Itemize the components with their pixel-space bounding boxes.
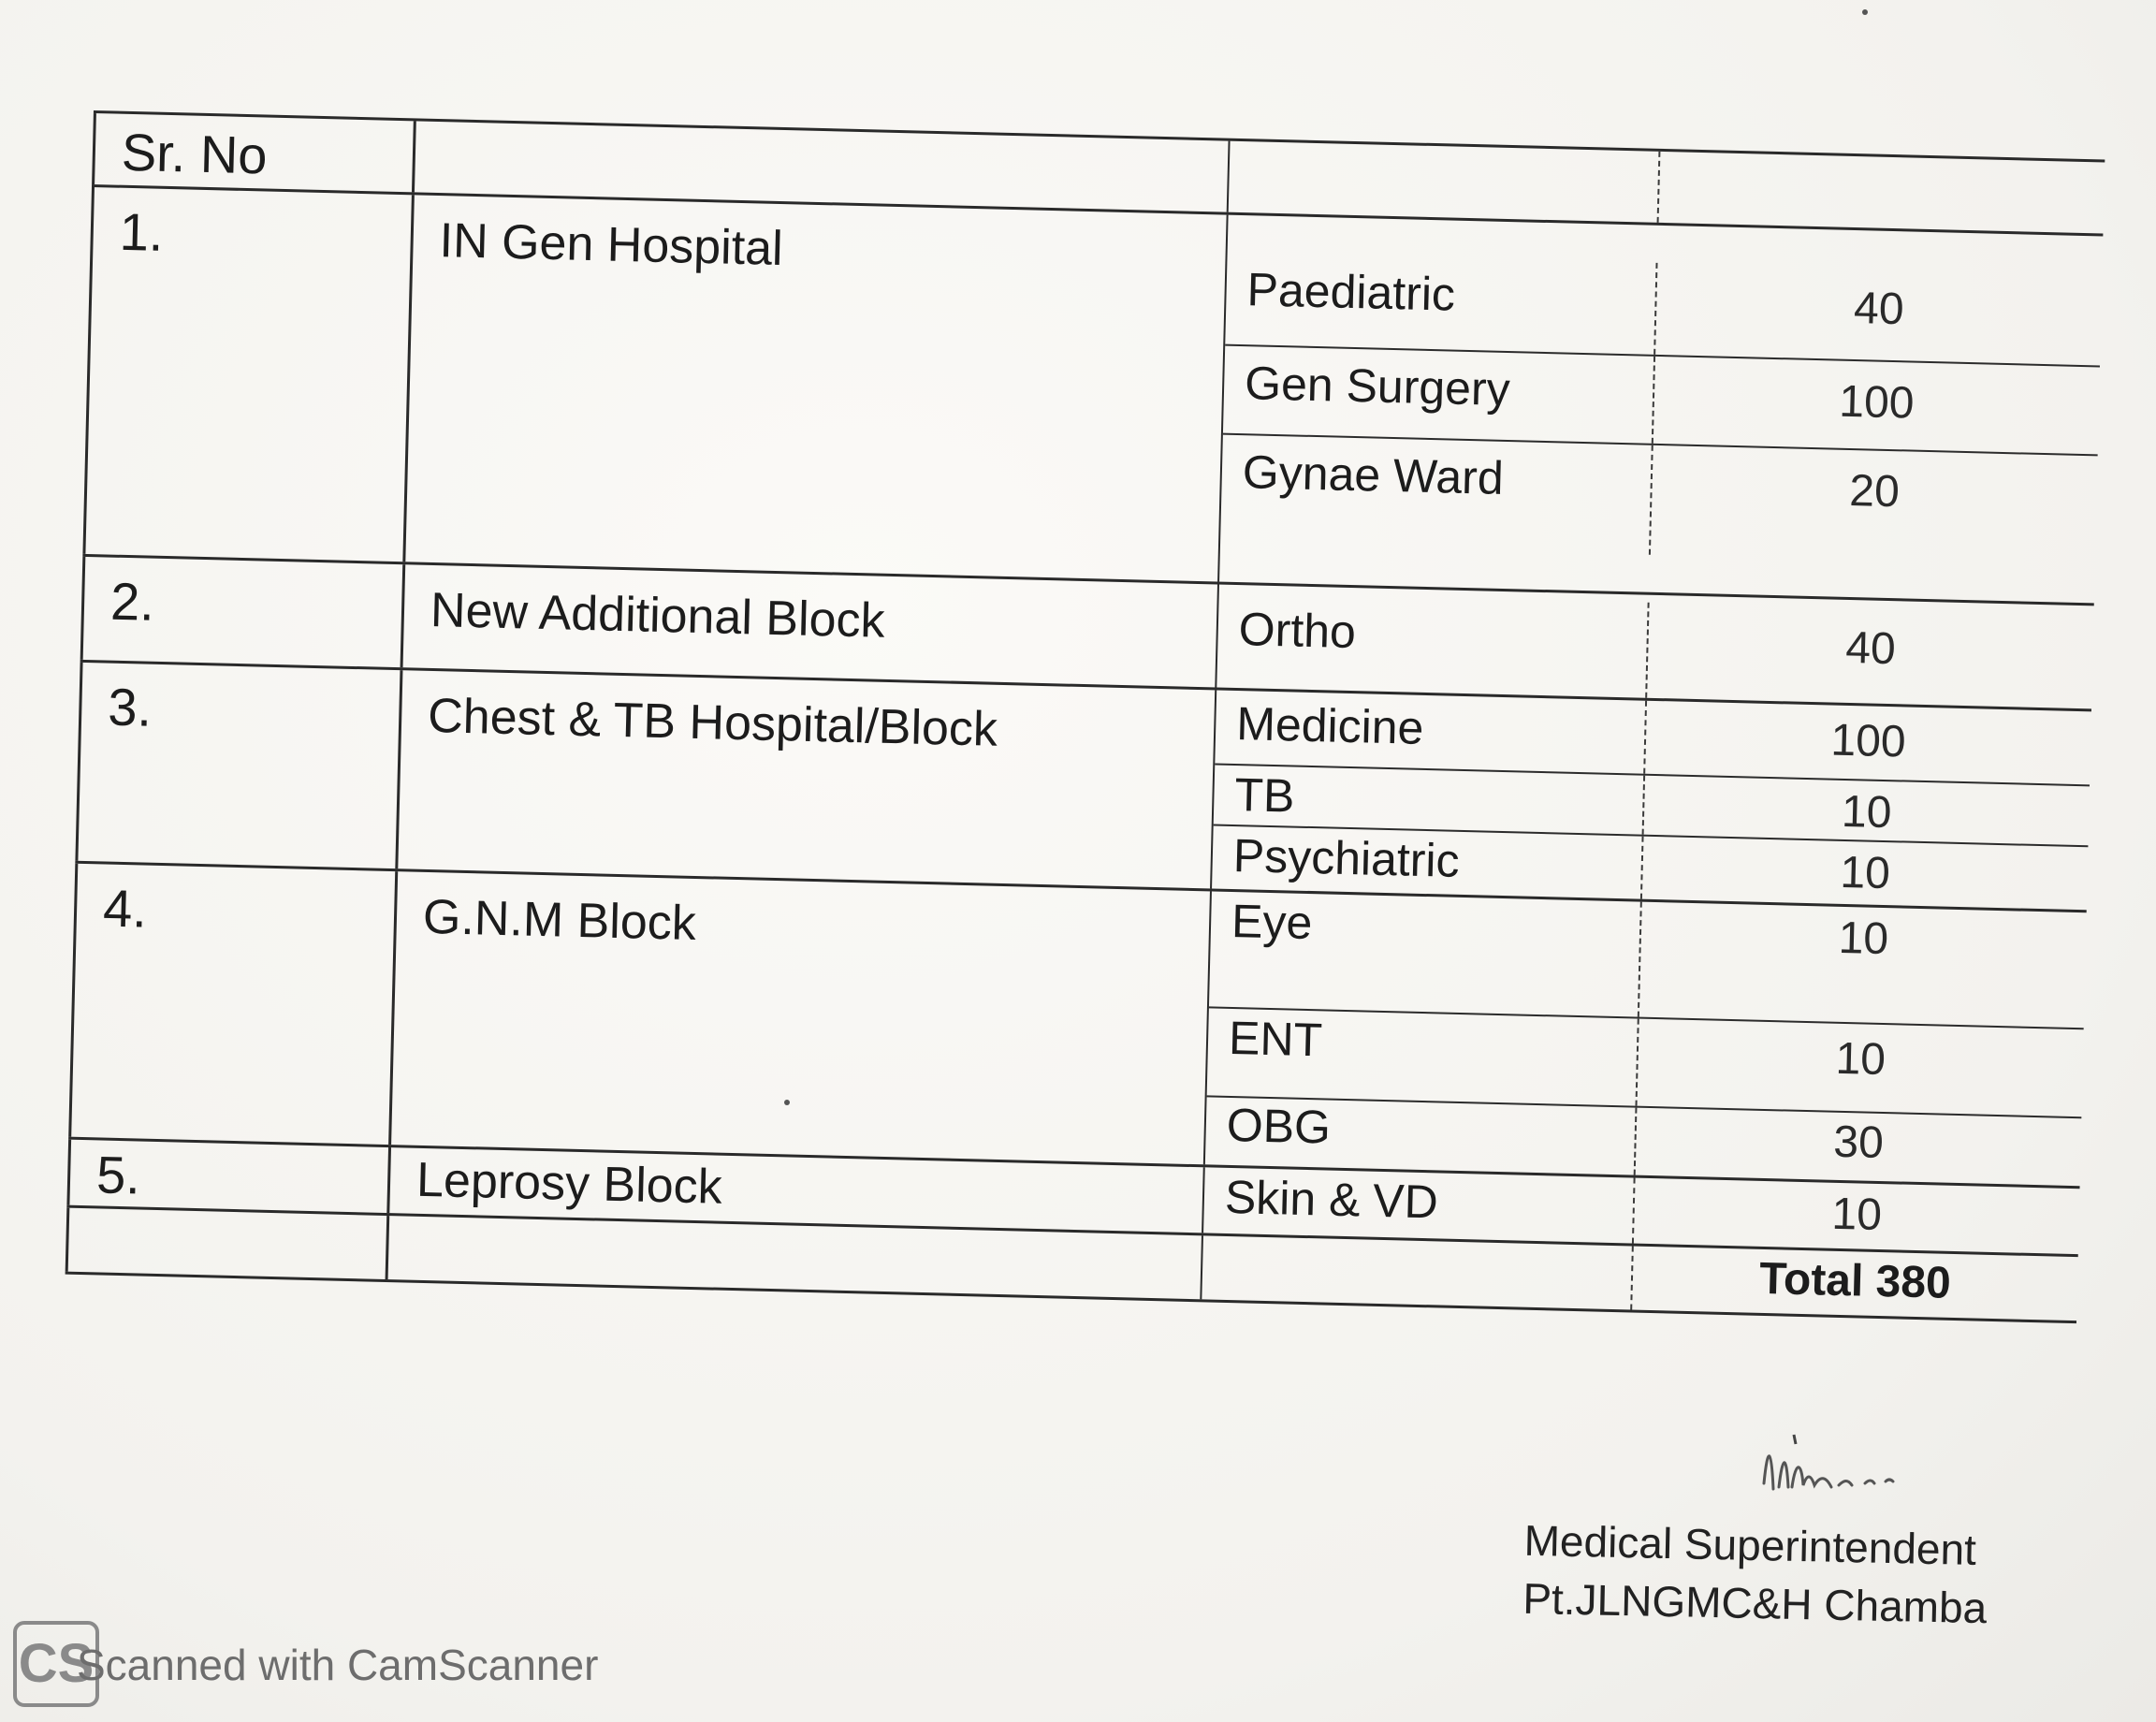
row-block-name: Chest & TB Hospital/Block [398, 670, 1216, 888]
row-block-name: G.N.M Block [391, 871, 1212, 1164]
dept-beds: 100 [1838, 376, 1916, 429]
dept-beds: 100 [1829, 715, 1907, 767]
dept-beds: 10 [1834, 1033, 1886, 1086]
dept-beds: 30 [1832, 1116, 1885, 1169]
total-sr-empty [66, 1208, 390, 1279]
dept-name: Medicine [1215, 691, 1647, 774]
signature-scribble [1755, 1427, 1923, 1502]
total-label: Total 380 [1758, 1253, 1952, 1308]
dept-beds: 10 [1841, 786, 1893, 839]
signature-block [1522, 1511, 1988, 1637]
dept-row [1225, 215, 2103, 368]
total-beds [1632, 1247, 2078, 1321]
row-sr-no: 4. [68, 864, 398, 1145]
dept-row [1220, 435, 2098, 566]
dept-name: OBG [1205, 1097, 1638, 1175]
dept-name: Skin & VD [1203, 1167, 1636, 1243]
camscanner-watermark-text: Scanned with CamScanner [77, 1641, 599, 1689]
scan-speck [1862, 9, 1868, 15]
row-departments [1216, 585, 2093, 709]
row-sr-no: 1. [82, 187, 414, 562]
header-beds [1659, 152, 2105, 234]
total-dept-empty [1202, 1235, 1634, 1309]
table-row [82, 187, 2103, 606]
row-sr-no: 5. [66, 1140, 391, 1213]
dept-name: Paediatric [1225, 253, 1657, 355]
dept-name: ENT [1207, 1008, 1639, 1105]
row-departments [1212, 691, 2091, 911]
row-block-name: IN Gen Hospital [405, 195, 1228, 581]
signature-org: Pt.JLNGMC&H Chamba [1522, 1573, 1988, 1633]
table-row [68, 864, 2087, 1189]
row-block-name: New Additional Block [403, 564, 1219, 687]
dept-row [1216, 585, 2093, 709]
dept-beds: 10 [1830, 1189, 1883, 1241]
row-block-name: Leprosy Block [389, 1147, 1204, 1233]
row-sr-no: 3. [75, 663, 402, 868]
dept-beds: 10 [1839, 847, 1891, 899]
dept-name: Gen Surgery [1223, 346, 1655, 444]
dept-name: Ortho [1216, 592, 1649, 698]
row-sr-no: 2. [80, 557, 406, 667]
dept-beds: 40 [1853, 284, 1905, 335]
row-departments [1219, 215, 2103, 604]
scan-speck [784, 1100, 790, 1105]
dept-name: Eye [1209, 891, 1642, 1016]
signature-title: Medical Superintendent [1523, 1515, 1977, 1574]
dept-beds: 40 [1844, 622, 1897, 675]
header-dept [1229, 141, 1661, 223]
dept-row [1209, 891, 2087, 1029]
dept-beds: 20 [1848, 465, 1901, 518]
header-sr-no: Sr. No [92, 113, 416, 192]
camscanner-logo: CS [13, 1621, 99, 1707]
row-departments [1205, 891, 2087, 1186]
dept-name: TB [1214, 765, 1645, 834]
bed-allocation-table [66, 110, 2105, 1323]
dept-name: Gynae Ward [1220, 435, 1653, 555]
dept-name: Psychiatric [1212, 825, 1643, 898]
dept-beds: 10 [1838, 912, 1889, 965]
